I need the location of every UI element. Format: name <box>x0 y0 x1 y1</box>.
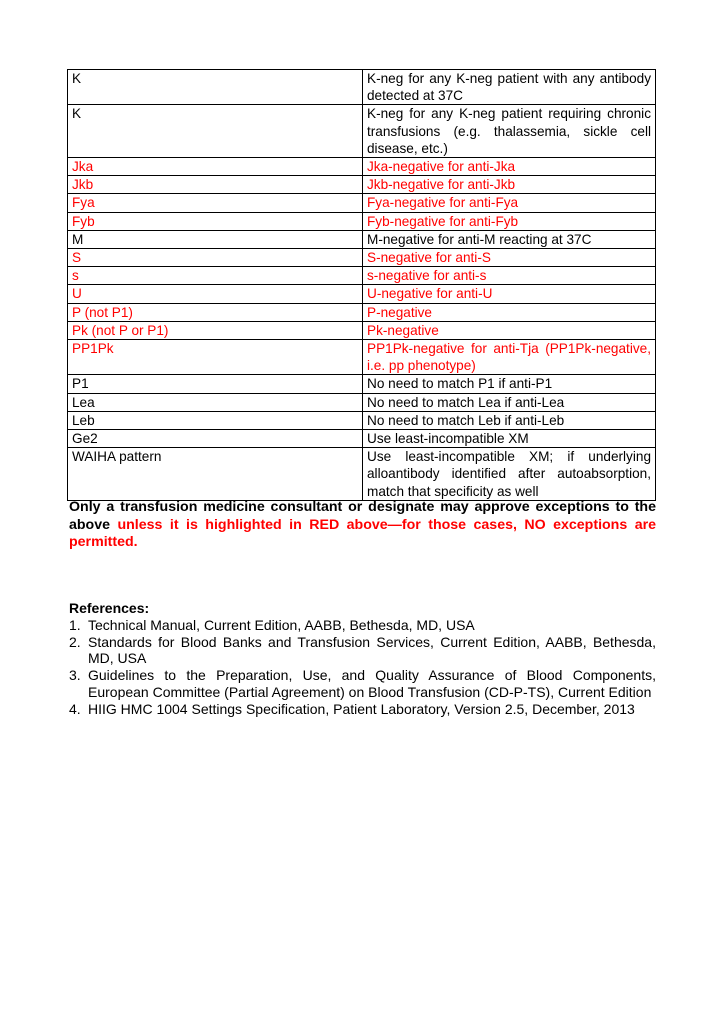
antigen-cell: Fya <box>68 194 363 212</box>
antigen-matching-table-body <box>68 70 656 501</box>
requirement-cell: M-negative for anti-M reacting at 37C <box>363 230 656 248</box>
references-heading: References: <box>69 600 150 616</box>
requirement-cell: Fyb-negative for anti-Fyb <box>363 212 656 230</box>
notice-red-text: unless it is highlighted in RED above—for those cases, NO exceptions are permitted. <box>69 516 656 551</box>
notice-text: Only a transfusion medicine consultant or designate may approve exceptions to the above <box>69 499 656 533</box>
reference-text: HIIG HMC 1004 Settings Specification, Patient Laboratory, Version 2.5, December, 2013 <box>88 700 635 717</box>
table-row <box>68 212 656 230</box>
antigen-cell: Jkb <box>68 176 363 194</box>
antigen-cell: PP1Pk <box>68 340 363 375</box>
antigen-cell: Fyb <box>68 212 363 230</box>
antigen-cell: M <box>68 230 363 248</box>
reference-number: 3. <box>69 667 81 684</box>
antigen-cell: Lea <box>68 393 363 411</box>
antigen-cell: P1 <box>68 375 363 393</box>
table-row <box>68 70 656 105</box>
table-row <box>68 105 656 158</box>
reference-number: 1. <box>69 616 81 633</box>
table-row <box>68 448 656 501</box>
table-row <box>68 411 656 429</box>
requirement-cell: Fya-negative for anti-Fya <box>363 194 656 212</box>
antigen-cell: P (not P1) <box>68 303 363 321</box>
reference-item <box>69 701 656 718</box>
table-row <box>68 393 656 411</box>
reference-text: Guidelines to the Preparation, Use, and Quality Assurance of Blood Components, European Committee (Partial Agreement) on Blood Transfusion (CD-P-TS), Current Edition <box>88 667 656 700</box>
exceptions-notice <box>69 499 656 552</box>
requirement-cell: Pk-negative <box>363 321 656 339</box>
reference-item <box>69 617 656 634</box>
reference-text: Standards for Blood Banks and Transfusion Services, Current Edition, AABB, Bethesda, MD, USA <box>88 633 656 667</box>
antigen-cell: K <box>68 70 363 105</box>
antigen-cell: s <box>68 267 363 285</box>
requirement-cell: Use least-incompatible XM <box>363 430 656 448</box>
antigen-cell: U <box>68 285 363 303</box>
table-row <box>68 158 656 176</box>
requirement-cell: P-negative <box>363 303 656 321</box>
reference-number: 4. <box>69 700 81 717</box>
requirement-cell: U-negative for anti-U <box>363 285 656 303</box>
requirement-cell: Jka-negative for anti-Jka <box>363 158 656 176</box>
requirement-cell: K-neg for any K-neg patient with any antibody detected at 37C <box>363 70 656 105</box>
antigen-matching-table <box>67 69 656 501</box>
antigen-cell: S <box>68 249 363 267</box>
references-list <box>69 617 656 718</box>
table-row <box>68 249 656 267</box>
antigen-cell: WAIHA pattern <box>68 448 363 501</box>
antigen-cell: Leb <box>68 411 363 429</box>
requirement-cell: s-negative for anti-s <box>363 267 656 285</box>
table-row <box>68 430 656 448</box>
antigen-cell: Jka <box>68 158 363 176</box>
requirement-cell: Use least-incompatible XM; if underlying alloantibody identified after autoabsorption, match that specificity as well <box>363 448 656 501</box>
antigen-cell: Pk (not P or P1) <box>68 321 363 339</box>
requirement-cell: Jkb-negative for anti-Jkb <box>363 176 656 194</box>
table-row <box>68 267 656 285</box>
table-row <box>68 194 656 212</box>
requirement-cell: K-neg for any K-neg patient requiring chronic transfusions (e.g. thalassemia, sickle cell disease, etc.) <box>363 105 656 158</box>
table-row <box>68 230 656 248</box>
table-row <box>68 303 656 321</box>
references-section <box>69 600 656 718</box>
table-row <box>68 340 656 375</box>
reference-item <box>69 634 656 668</box>
table-row <box>68 176 656 194</box>
requirement-cell: PP1Pk-negative for anti-Tja (PP1Pk-negative, i.e. pp phenotype) <box>363 340 656 375</box>
reference-number: 2. <box>69 633 81 650</box>
antigen-cell: K <box>68 105 363 158</box>
table-row <box>68 321 656 339</box>
requirement-cell: No need to match P1 if anti-P1 <box>363 375 656 393</box>
reference-item <box>69 667 656 701</box>
requirement-cell: No need to match Leb if anti-Leb <box>363 411 656 429</box>
table-row <box>68 375 656 393</box>
reference-text: Technical Manual, Current Edition, AABB, Bethesda, MD, USA <box>88 616 475 633</box>
requirement-cell: No need to match Lea if anti-Lea <box>363 393 656 411</box>
table-row <box>68 285 656 303</box>
requirement-cell: S-negative for anti-S <box>363 249 656 267</box>
antigen-cell: Ge2 <box>68 430 363 448</box>
